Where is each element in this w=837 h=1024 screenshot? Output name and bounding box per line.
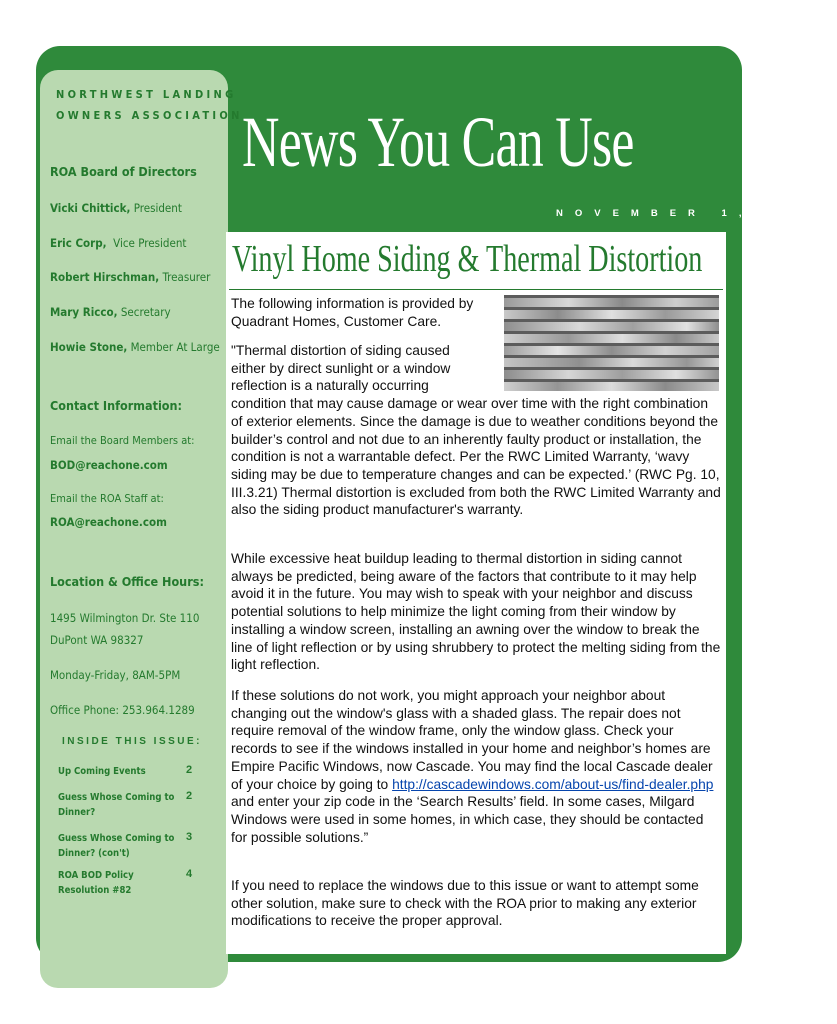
office-hours: Monday-Friday, 8AM-5PM — [50, 668, 181, 682]
inside-issue-heading: INSIDE THIS ISSUE: — [62, 736, 203, 747]
address-line-1: 1495 Wilmington Dr. Ste 110 — [50, 611, 200, 625]
board-heading: ROA Board of Directors — [50, 164, 197, 179]
toc-item[interactable]: Up Coming Events — [58, 766, 146, 777]
toc-page-number: 3 — [186, 831, 193, 843]
title-divider — [229, 289, 723, 290]
toc-item[interactable]: ROA BOD Policy Resolution #82 — [58, 870, 134, 896]
dealer-link[interactable]: http://cascadewindows.com/about-us/find-dealer.php — [392, 776, 714, 792]
staff-email-label: Email the ROA Staff at: — [50, 492, 164, 505]
board-member: Robert Hirschman, Treasurer — [50, 270, 211, 284]
article-paragraph: If you need to replace the windows due to this issue or want to attempt some other solution, make sure to check with the ROA prior to making any exterior modifications to receive the proper approval. — [231, 878, 699, 929]
toc-item[interactable]: Guess Whose Coming to Dinner? (con't) — [58, 833, 175, 859]
article-paragraph: "Thermal distortion of siding caused either by direct sunlight or a window reflection is a naturally occurring condition that may cause damage or wear over time with the right combination of exterior elements. Since the damage is due to weather conditions beyond the builder’s control and not due to an inherently faulty product or installation, the condition is not a warrantable defect. Per the RWC Limited Warranty, ‘wavy siding may be due to temperature changes and can be expected.’ (RWC Pg. 10, III.3.21) Thermal distortion is excluded from both the RWC Limited Warranty and also the siding product manufacturer's warranty. — [231, 343, 721, 518]
toc-page-number: 4 — [186, 868, 193, 880]
org-line-2: OWNERS ASSOCIATION — [56, 109, 243, 122]
contact-heading: Contact Information: — [50, 398, 183, 413]
newsletter-title: News You Can Use — [242, 102, 634, 182]
office-phone: Office Phone: 253.964.1289 — [50, 703, 195, 717]
staff-email-link[interactable]: ROA@reachone.com — [50, 515, 167, 529]
address-line-2: DuPont WA 98327 — [50, 633, 144, 647]
org-line-1: NORTHWEST LANDING — [56, 88, 237, 101]
board-member: Eric Corp, Vice President — [50, 236, 187, 250]
toc-page-number: 2 — [186, 764, 193, 776]
article-title: Vinyl Home Siding & Thermal Distortion — [232, 238, 703, 280]
location-heading: Location & Office Hours: — [50, 574, 204, 589]
article-paragraph: While excessive heat buildup leading to thermal distortion in siding cannot always be predicted, being aware of the factors that contribute to it may help avoid it in the future. You may wish to speak with your neighbor and discuss potential solutions to help minimize the light coming from their window by installing a window screen, installing an awning over the window to break the line of light reflection or by using shrubbery to protect the melting siding from the light reflection. — [231, 551, 721, 673]
issue-date: NOVEMBER 1, 2015 — [556, 208, 837, 219]
board-member: Howie Stone, Member At Large — [50, 340, 220, 354]
board-member: Vicki Chittick, President — [50, 201, 182, 215]
toc-item[interactable]: Guess Whose Coming to Dinner? — [58, 792, 175, 818]
toc-page-number: 2 — [186, 790, 193, 802]
article-paragraph: If these solutions do not work, you might approach your neighbor about changing out the window's glass with a shaded glass. The repair does not require removal of the window frame, only the window glass. Check your records to see if the windows installed in your home and neighbor’s homes are Empire Pacific Windows, now Cascade. You may find the local Cascade dealer of your choice by going to http://cascadewindows.com/about-us/find-dealer.php and enter your zip code in the ‘Search Results’ field. In some cases, Milgard Windows were used in some homes, in which case, they should be contacted for possible solutions.” — [231, 688, 714, 845]
board-email-label: Email the Board Members at: — [50, 434, 195, 447]
organization-name — [56, 84, 243, 126]
board-email-link[interactable]: BOD@reachone.com — [50, 458, 168, 472]
board-member: Mary Ricco, Secretary — [50, 305, 171, 319]
article-intro: The following information is provided by Quadrant Homes, Customer Care. — [231, 296, 474, 329]
